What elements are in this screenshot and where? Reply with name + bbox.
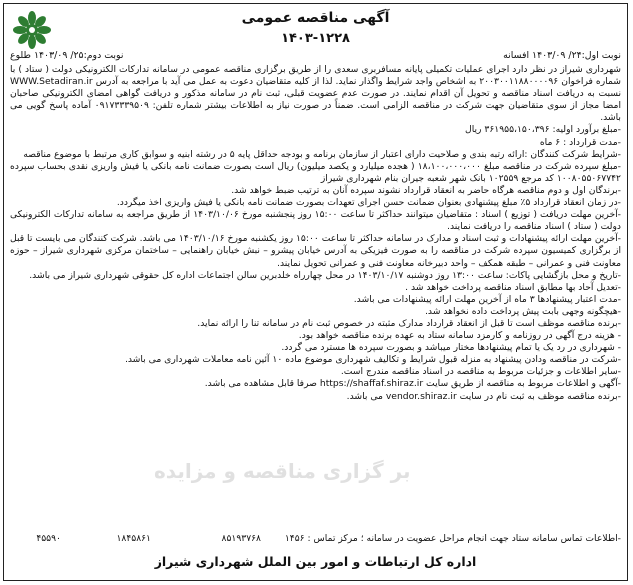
clause-tena-registration: -برنده مناقصه موظف است تا قبل از انعقاد قرارداد مدارک مثبته در خصوص ثبت نام در سامانه تنا را ارائه نماید. [197, 317, 621, 329]
clause-duration: -مدت قرارداد : ۶ ماه [539, 136, 621, 148]
issuer-footer: اداره کل ارتباطات و امور بین الملل شهرداری شیراز [154, 554, 477, 569]
publish-second: نوبت دوم:۲۵/ ۱۴۰۳/۰۹ طلوع [10, 50, 124, 61]
clause-estimate: -مبلغ برآورد اولیه: ۳۶۱۹۵۵،۱۵۰،۳۹۶ ریال [465, 124, 621, 136]
contact-phone-1: ۸۵۱۹۳۷۶۸ [221, 533, 261, 544]
clause-opening: -تاریخ و محل بازگشایی پاکات: ساعت ۱۳:۰۰ روز دوشنبه ۱۴۰۳/۱۰/۱۷ در محل چهارراه خلدبرین سالن اجتماعات اداره کل حقوقی شهرداری شیراز می باشد. [29, 269, 621, 281]
publish-first: نوبت اول:۲۴/ ۱۴۰۳/۰۹ افسانه [503, 50, 621, 61]
clause-performance-bond: -در زمان انعقاد قرارداد ۵٪ مبلغ پیشنهادی بعنوان ضمانت حسن اجرای تعهدات بصورت ضمانت نامه بانکی یا فیش واریزی اخذ میگردد. [116, 197, 621, 209]
clause-acceptance: -شرکت در مناقصه ودادن پیشنهاد به منزله قبول شرایط و تکالیف شهرداری موضوع ماده ۱۰ آئین نامه معاملات شهرداری می باشد. [124, 354, 621, 366]
clause-validity: -مدت اعتبار پیشنهادها ۳ ماه از آخرین مهلت ارائه پیشنهادات می باشد. [353, 293, 621, 305]
clause-ad-cost: - هزینه درج آگهی در روزنامه و کارمزد سامانه ستاد به عهده برنده مناقصه خواهد بود. [298, 330, 621, 342]
contact-line [10, 533, 621, 546]
clause-prepayment: -هیچگونه وجهی بابت پیش پرداخت داده نخواهد شد. [424, 305, 621, 317]
clause-eligibility: -شرایط شرکت کنندگان :ارائه رتبه بندی و صلاحیت دارای اعتبار از سازمان برنامه و بودجه حداقل پایه ۵ در رشته ابنیه و سوابق کاری مرتبط با موضوع مناقصه [23, 148, 621, 160]
clause-price-adjustment: -تعدیل آحاد بها مطابق اسناد مناقصه پرداخت خواهد شد . [405, 281, 621, 293]
clause-vendor-registration: -برنده مناقصه موظف به ثبت نام در سایت vendor.shiraz.ir می باشد. [346, 390, 621, 402]
contact-phone-2: ۱۸۴۵۸۶۱ [116, 533, 151, 544]
watermark: بر گزاری مناقصه و مزایده [154, 459, 411, 483]
clause-submission-deadline: -آخرین مهلت ارائه پیشنهادات و ثبت اسناد و مدارک در سامانه حداکثر تا ساعت ۱۵:۰۰ روز یکشنبه مورخ ۱۴۰۳/۱۰/۱۶ می باشد. شرکت کنندگان می بایست تا قبل از برگزاری کمیسیون سپرده شرکت در مناقصه را به صورت فیزیکی به آدرس خیابان پیشرو – نبش خیابان راهنمایی – ساختمان مرکزی شهرداری شیراز – حوزه معاونت فنی و عمرانی – طبقه همکف – واحد دبیرخانه معاونت فنی و عمرانی تحویل نمایند. [10, 233, 621, 269]
intro-paragraph: شهرداری شیراز در نظر دارد اجرای عملیات تکمیلی پایانه مسافربری سعدی را از طریق برگزاری مناقصه عمومی در سامانه تدارکات الکترونیکی دولت ( ستاد ) با شماره فراخوان ۲۰۰۳۰۰۱۱۸۸۰۰۰۰۹۶ به اشخاص واجد شرایط واگذار نماید. لذا از کلیه متقاضیان دعوت به عمل می آید با مراجعه به آدرس WWW.Setadiran.ir نسبت به دریافت اسناد مناقصه و تحویل آن اقدام نمایند. در صورت عدم عضویت قبلی، ثبت نام در سامانه مذکور و دریافت گواهی امضای الکترونیکی صاحبان امضا مجاز از سوی متقاضیان جهت شرکت در مناقصه الزامی است. ضمناً در صورت نیاز به اطلاعات بیشتر شماره تلفن: ۰۹۱۷۳۳۳۹۵۰۹ آماده پاسخ گویی می باشد. [10, 64, 621, 124]
clause-deposit: -مبلغ سپرده شرکت در مناقصه مبلغ ۱۸،۱۰۰،۰۰۰،۰۰۰ ( هجده میلیارد و یکصد میلیون) ریال است بصورت ضمانت نامه بانکی یا فیش واریزی نقدی بحساب سپرده ۱۰۰۸۰۵۵۰۶۷۷۴۲ کد مرجع ۱۰۲۵۵۹ بانک شهر شعبه جیران بنام شهرداری شیراز [10, 160, 621, 184]
tender-notice [3, 3, 628, 581]
publication-dates [10, 50, 621, 64]
clause-winners: -برندگان اول و دوم مناقصه هرگاه حاضر به انعقاد قرارداد نشوند سپرده آنان به ترتیب ضبط خواهد شد. [231, 184, 621, 196]
clause-other-info: -سایر اطلاعات و جزئیات مربوط به مناقصه در اسناد مناقصه مندرج است. [340, 366, 621, 378]
contact-phone-3: ۴۵۵۹۰ [36, 533, 61, 544]
clause-rejection: - شهرداری در رد یک یا تمام پیشنهادها مختار میباشد و بصورت سپرده ها مسترد می گردد. [281, 342, 621, 354]
notice-number: ۱۴۰۳-۱۲۲۸ [281, 31, 350, 46]
notice-title: آگهی مناقصه عمومی [241, 10, 390, 26]
clause-document-deadline: -آخرین مهلت دریافت ( توزیع ) اسناد : متقاضیان میتوانند حداکثر تا ساعت ۱۵:۰۰ روز پنجشنبه مورخ ۱۴۰۳/۱۰/۰۶ از طریق مراجعه به سامانه تدارکات الکترونیکی دولت ( ستاد ) اسناد مناقصه را دریافت نمایند. [10, 209, 621, 233]
contact-label: -اطلاعات تماس سامانه ستاد جهت انجام مراحل عضویت در سامانه ؛ مرکز تماس : ۱۴۵۶ [284, 533, 621, 544]
clause-website: -آگهی و اطلاعات مربوط به مناقصه از طریق سایت https://shaffaf.shiraz.ir صرفا قابل مشاهده می باشد. [204, 378, 621, 390]
